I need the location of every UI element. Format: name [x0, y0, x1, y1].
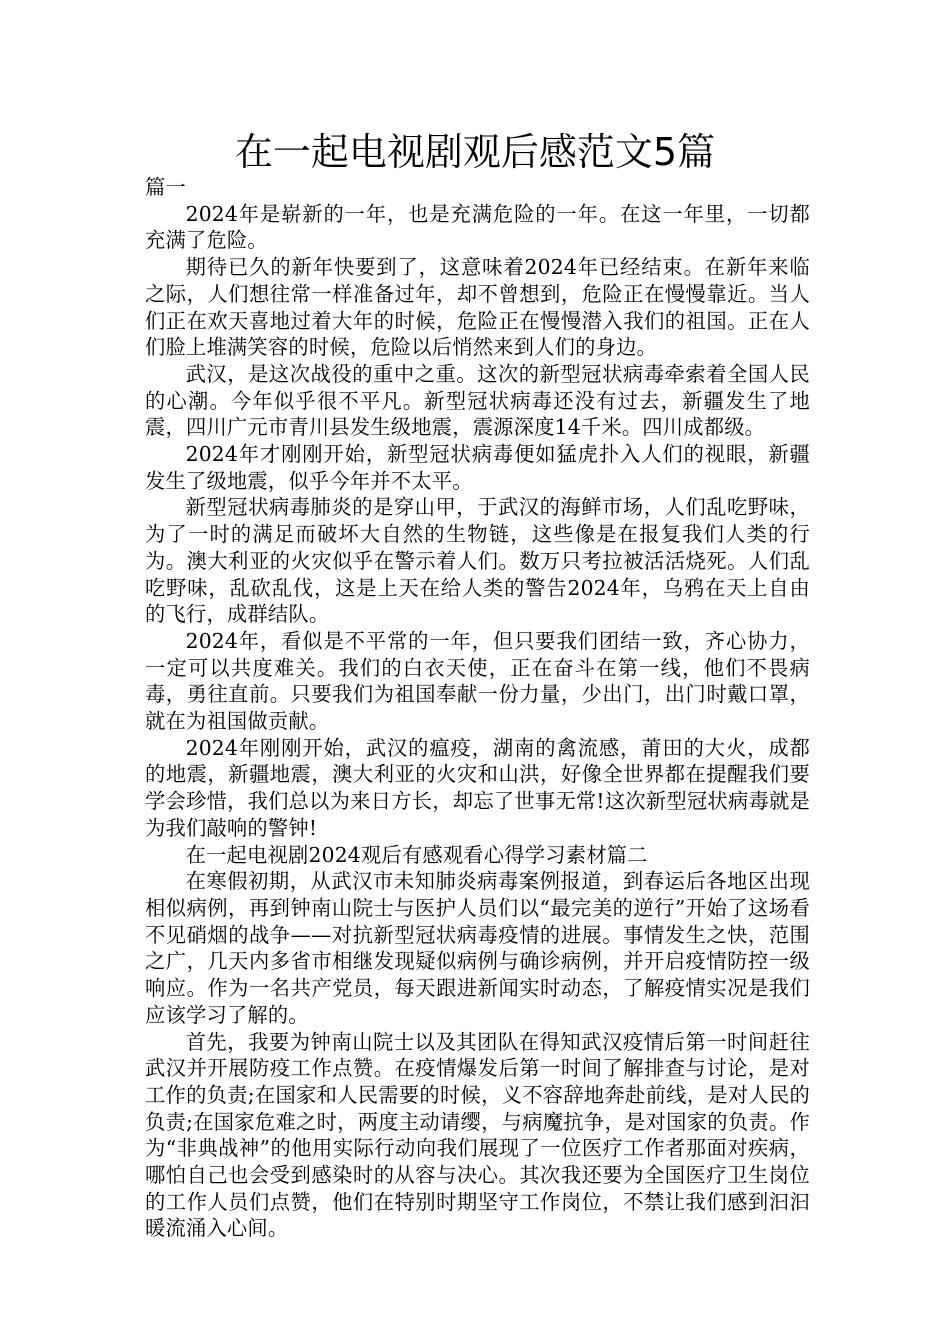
- section-heading: 在一起电视剧2024观后有感观看心得学习素材篇二: [185, 842, 648, 867]
- paragraph: 新型冠状病毒肺炎的是穿山甲，于武汉的海鲜市场，人们乱吃野味，为了一时的满足而破坏大自然的生物链，这些像是在报复我们人类的行为。澳大利亚的火灾似乎在警示着人们。数万只考拉被活活烧死。人们乱吃野味，乱砍乱伐，这是上天在给人类的警告2024年，乌鸦在天上自由的飞行，成群结队。: [145, 495, 810, 627]
- document-title: 在一起电视剧观后感范文5篇: [234, 130, 716, 174]
- paragraph: 首先，我要为钟南山院士以及其团队在得知武汉疫情后第一时间赶往武汉并开展防疫工作点赞。在疫情爆发后第一时间了解排查与讨论，是对工作的负责;在国家和人民需要的时候，义不容辞地奔赴前线，是对人民的负责;在国家危难之时，两度主动请缨，与病魔抗争，是对国家的负责。作为“非典战神”的他用实际行动向我们展现了一位医疗工作者那面对疾病，哪怕自己也会受到感染时的从容与决心。其次我还要为全国医疗卫生岗位的工作人员们点赞，他们在特别时期坚守工作岗位，不禁让我们感到汩汩暖流涌入心间。: [145, 1029, 810, 1241]
- paragraph: 2024年才刚刚开始，新型冠状病毒便如猛虎扑入人们的视眼，新疆发生了级地震，似乎今年并不太平。: [145, 442, 810, 493]
- paragraph: 武汉，是这次战役的重中之重。这次的新型冠状病毒牵索着全国人民的心潮。今年似乎很不平凡。新型冠状病毒还没有过去，新疆发生了地震，四川广元市青川县发生级地震，震源深度14千米。四川成都级。: [145, 361, 810, 440]
- section-label: 篇一: [145, 175, 186, 199]
- paragraph: 在寒假初期，从武汉市未知肺炎病毒案例报道，到春运后各地区出现相似病例，再到钟南山院士与医护人员们以“最完美的逆行”开始了这场看不见硝烟的战争——对抗新型冠状病毒疫情的进展。事情发生之快，范围之广，几天内多省市相继发现疑似病例与确诊病例，并开启疫情防控一级响应。作为一名共产党员，每天跟进新闻实时动态，了解疫情实况是我们应该学习了解的。: [145, 869, 810, 1027]
- paragraph: 2024年是崭新的一年，也是充满危险的一年。在这一年里，一切都充满了危险。: [145, 201, 810, 253]
- paragraph: 2024年刚刚开始，武汉的瘟疫，湖南的禽流感，莆田的大火，成都的地震，新疆地震，澳大利亚的火灾和山洪，好像全世界都在提醒我们要学会珍惜，我们总以为来日方长，却忘了世事无常!这次新型冠状病毒就是为我们敲响的警钟!: [145, 735, 810, 840]
- document-body: [145, 174, 810, 1242]
- paragraph: 期待已久的新年快要到了，这意味着2024年已经结束。在新年来临之际，人们想往常一样准备过年，却不曾想到，危险正在慢慢靠近。当人们正在欢天喜地过着大年的时候，危险正在慢慢潜入我们的祖国。正在人们脸上堆满笑容的时候，危险以后悄然来到人们的身边。: [145, 255, 810, 360]
- paragraph: 2024年，看似是不平常的一年，但只要我们团结一致，齐心协力，一定可以共度难关。我们的白衣天使，正在奋斗在第一线，他们不畏病毒，勇往直前。只要我们为祖国奉献一份力量，少出门，出门时戴口罩，就在为祖国做贡献。: [145, 628, 810, 734]
